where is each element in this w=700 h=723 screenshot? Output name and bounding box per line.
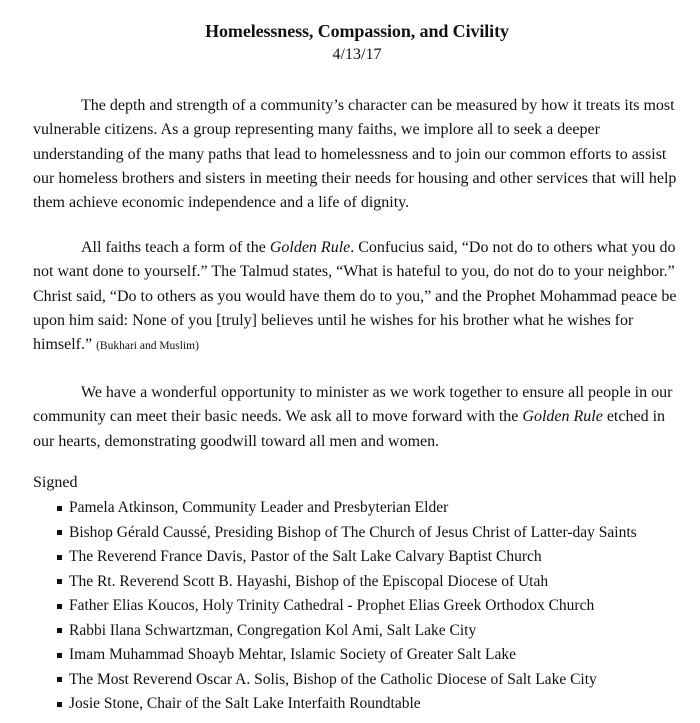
signer-text: Bishop Gérald Caussé, Presiding Bishop of The Church of Jesus Christ of Latter-day Saints	[69, 523, 637, 541]
paragraph-line: our homeless brothers and sisters in meeting their needs for housing and other services that will help	[33, 169, 677, 187]
signer-text: The Rt. Reverend Scott B. Hayashi, Bishop of the Episcopal Diocese of Utah	[69, 572, 549, 590]
paragraph-line: not want done to yourself.” The Talmud states, “What is hateful to you, do not do to your neighbor.”	[33, 263, 675, 281]
signer-text: The Most Reverend Oscar A. Solis, Bishop of the Catholic Diocese of Salt Lake City	[69, 670, 597, 688]
signer-item	[57, 496, 637, 521]
signers-list	[57, 496, 637, 717]
citation: (Bukhari and Muslim)	[96, 340, 199, 353]
bullet-icon	[57, 702, 62, 707]
paragraph-line	[33, 405, 683, 429]
signer-item	[57, 668, 637, 693]
document-title: Homelessness, Compassion, and Civility	[205, 21, 509, 41]
signer-text: Imam Muhammad Shoayb Mehtar, Islamic Society of Greater Salt Lake	[69, 646, 517, 663]
paragraph-line: understanding of the many paths that lead to homelessness and to join our common efforts to assist	[33, 145, 667, 163]
signer-item	[57, 570, 637, 595]
text-segment: etched in	[602, 408, 666, 426]
paragraph-golden-rule	[33, 236, 683, 358]
paragraph-line	[33, 236, 683, 260]
italic-golden-rule: Golden Rule	[522, 408, 603, 426]
signer-text: The Reverend France Davis, Pastor of the Salt Lake Calvary Baptist Church	[69, 548, 542, 565]
signer-item	[57, 521, 637, 546]
document-date: 4/13/17	[332, 46, 382, 63]
paragraph-line: them achieve economic independence and a life of dignity.	[33, 194, 410, 212]
paragraph-line: Christ said, “Do to others as you would have them do to you,” and the Prophet Mohammad peace be	[33, 287, 677, 305]
paragraph-opportunity	[33, 381, 683, 454]
paragraph-intro	[33, 94, 683, 215]
bullet-icon	[57, 628, 62, 633]
signer-item	[57, 619, 637, 644]
text-segment: himself.”	[33, 336, 97, 354]
signer-item	[57, 594, 637, 619]
bullet-icon	[57, 555, 62, 560]
signer-text: Pamela Atkinson, Community Leader and Presbyterian Elder	[69, 499, 449, 516]
paragraph-line: upon him said: None of you [truly] believes until he wishes for his brother what he wishes for	[33, 311, 634, 329]
signer-text: Rabbi Ilana Schwartzman, Congregation Kol Ami, Salt Lake City	[69, 621, 477, 639]
paragraph-line	[33, 333, 683, 358]
italic-golden-rule: Golden Rule	[269, 239, 351, 256]
text-segment: All faiths teach a form of the	[81, 239, 270, 256]
signer-item	[57, 545, 637, 570]
signer-text: Father Elias Koucos, Holy Trinity Cathedral - Prophet Elias Greek Orthodox Church	[69, 597, 595, 614]
signed-label: Signed	[33, 474, 78, 491]
signer-text: Josie Stone, Chair of the Salt Lake Interfaith Roundtable	[69, 695, 421, 712]
bullet-icon	[57, 653, 62, 658]
paragraph-line: our hearts, demonstrating goodwill toward all men and women.	[33, 432, 440, 450]
paragraph-line: We have a wonderful opportunity to minister as we work together to ensure all people in our	[81, 384, 673, 401]
bullet-icon	[57, 677, 62, 682]
signer-item	[57, 692, 637, 717]
bullet-icon	[57, 530, 62, 535]
text-segment: community can meet their basic needs. We ask all to move forward with the	[33, 408, 523, 426]
signer-item	[57, 643, 637, 668]
paragraph-line: vulnerable citizens. As a group representing many faiths, we implore all to seek a deeper	[33, 121, 600, 139]
text-segment: . Confucius said, “Do not do to others what you do	[350, 239, 676, 256]
bullet-icon	[57, 506, 62, 511]
bullet-icon	[57, 604, 62, 609]
bullet-icon	[57, 579, 62, 584]
paragraph-line: The depth and strength of a community’s character can be measured by how it treats its most	[81, 97, 675, 114]
